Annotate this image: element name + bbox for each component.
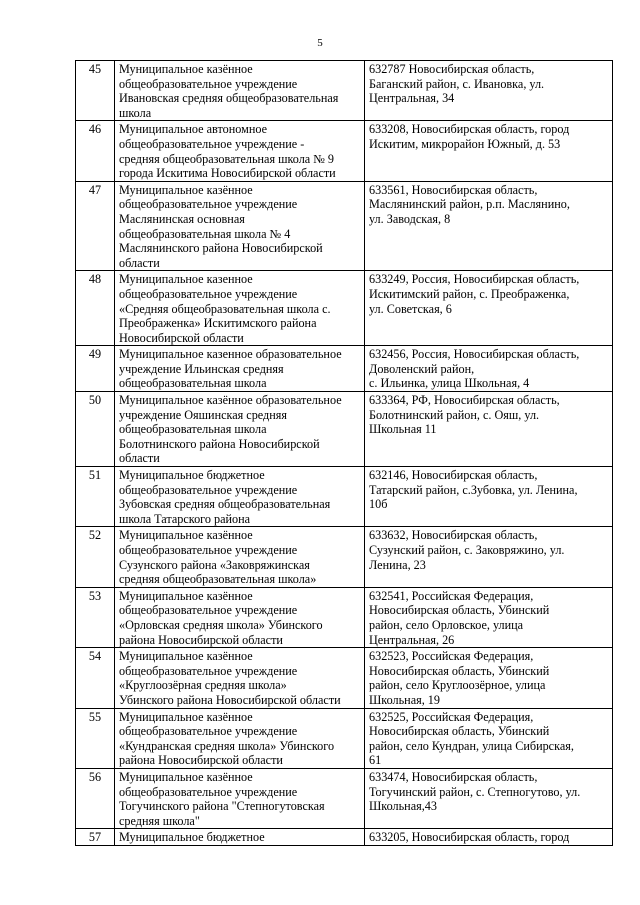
row-number: 54 <box>76 648 115 708</box>
school-name: Муниципальное казённое общеобразовательное учреждение Сузунского района «Заковряжинская средняя общеобразовательная школа» <box>115 527 365 587</box>
school-address: 633474, Новосибирская область, Тогучинский район, с. Степногутово, ул. Школьная,43 <box>365 768 613 828</box>
school-address: 633208, Новосибирская область, город Искитим, микрорайон Южный, д. 53 <box>365 121 613 181</box>
page-number: 5 <box>317 37 323 49</box>
table-row <box>76 181 613 271</box>
school-name: Муниципальное казённое общеобразовательное учреждение Тогучинского района "Степногутовская средняя школа" <box>115 768 365 828</box>
table-row <box>76 346 613 392</box>
school-name: Муниципальное казённое общеобразовательное учреждение «Орловская средняя школа» Убинского района Новосибирской области <box>115 587 365 647</box>
table-row <box>76 768 613 828</box>
row-number: 57 <box>76 829 115 846</box>
row-number: 46 <box>76 121 115 181</box>
school-name: Муниципальное бюджетное общеобразовательное учреждение Зубовская средняя общеобразовательная школа Татарского района <box>115 467 365 527</box>
school-address: 633205, Новосибирская область, город <box>365 829 613 846</box>
table-row <box>76 829 613 846</box>
school-name: Муниципальное казённое образовательное учреждение Ояшинская средняя общеобразовательная школа Болотнинского района Новосибирской области <box>115 392 365 467</box>
table-row <box>76 467 613 527</box>
school-name: Муниципальное бюджетное <box>115 829 365 846</box>
row-number: 50 <box>76 392 115 467</box>
school-address: 632541, Российская Федерация, Новосибирская область, Убинский район, село Орловское, улица Центральная, 26 <box>365 587 613 647</box>
table-row <box>76 392 613 467</box>
school-name: Муниципальное казённое общеобразовательное учреждение «Круглоозёрная средняя школа» Убинского района Новосибирской области <box>115 648 365 708</box>
school-address: 632525, Российская Федерация, Новосибирская область, Убинский район, село Кундран, улица Сибирская, 61 <box>365 708 613 768</box>
school-address: 632146, Новосибирская область, Татарский район, с.Зубовка, ул. Ленина, 10б <box>365 467 613 527</box>
row-number: 49 <box>76 346 115 392</box>
table-row <box>76 648 613 708</box>
table-row <box>76 61 613 121</box>
row-number: 56 <box>76 768 115 828</box>
table-row <box>76 121 613 181</box>
schools-table <box>75 60 613 846</box>
school-address: 632523, Российская Федерация, Новосибирская область, Убинский район, село Круглоозёрное, улица Школьная, 19 <box>365 648 613 708</box>
school-name: Муниципальное казенное образовательное учреждение Ильинская средняя общеобразовательная школа <box>115 346 365 392</box>
school-address: 633632, Новосибирская область, Сузунский район, с. Заковряжино, ул. Ленина, 23 <box>365 527 613 587</box>
row-number: 47 <box>76 181 115 271</box>
school-address: 633561, Новосибирская область, Маслянинский район, р.п. Маслянино, ул. Заводская, 8 <box>365 181 613 271</box>
school-address: 632456, Россия, Новосибирская область, Доволенский район, с. Ильинка, улица Школьная, 4 <box>365 346 613 392</box>
school-name: Муниципальное казённое общеобразовательное учреждение Ивановская средняя общеобразовательная школа <box>115 61 365 121</box>
school-name: Муниципальное казенное общеобразовательное учреждение «Средняя общеобразовательная школа с. Преображенка» Искитимского района Новосибирской области <box>115 271 365 346</box>
row-number: 53 <box>76 587 115 647</box>
row-number: 48 <box>76 271 115 346</box>
row-number: 45 <box>76 61 115 121</box>
table-row <box>76 527 613 587</box>
school-address: 633249, Россия, Новосибирская область, Искитимский район, с. Преображенка, ул. Советская, 6 <box>365 271 613 346</box>
row-number: 51 <box>76 467 115 527</box>
row-number: 55 <box>76 708 115 768</box>
row-number: 52 <box>76 527 115 587</box>
table-row <box>76 708 613 768</box>
table-row <box>76 271 613 346</box>
school-name: Муниципальное казённое общеобразовательное учреждение «Кундранская средняя школа» Убинского района Новосибирской области <box>115 708 365 768</box>
table-row <box>76 587 613 647</box>
school-address: 632787 Новосибирская область, Баганский район, с. Ивановка, ул. Центральная, 34 <box>365 61 613 121</box>
school-name: Муниципальное казённое общеобразовательное учреждение Маслянинская основная общеобразовательная школа № 4 Маслянинского района Новосибирской области <box>115 181 365 271</box>
school-address: 633364, РФ, Новосибирская область, Болотнинский район, с. Ояш, ул. Школьная 11 <box>365 392 613 467</box>
school-name: Муниципальное автономное общеобразовательное учреждение - средняя общеобразовательная школа № 9 города Искитима Новосибирской области <box>115 121 365 181</box>
